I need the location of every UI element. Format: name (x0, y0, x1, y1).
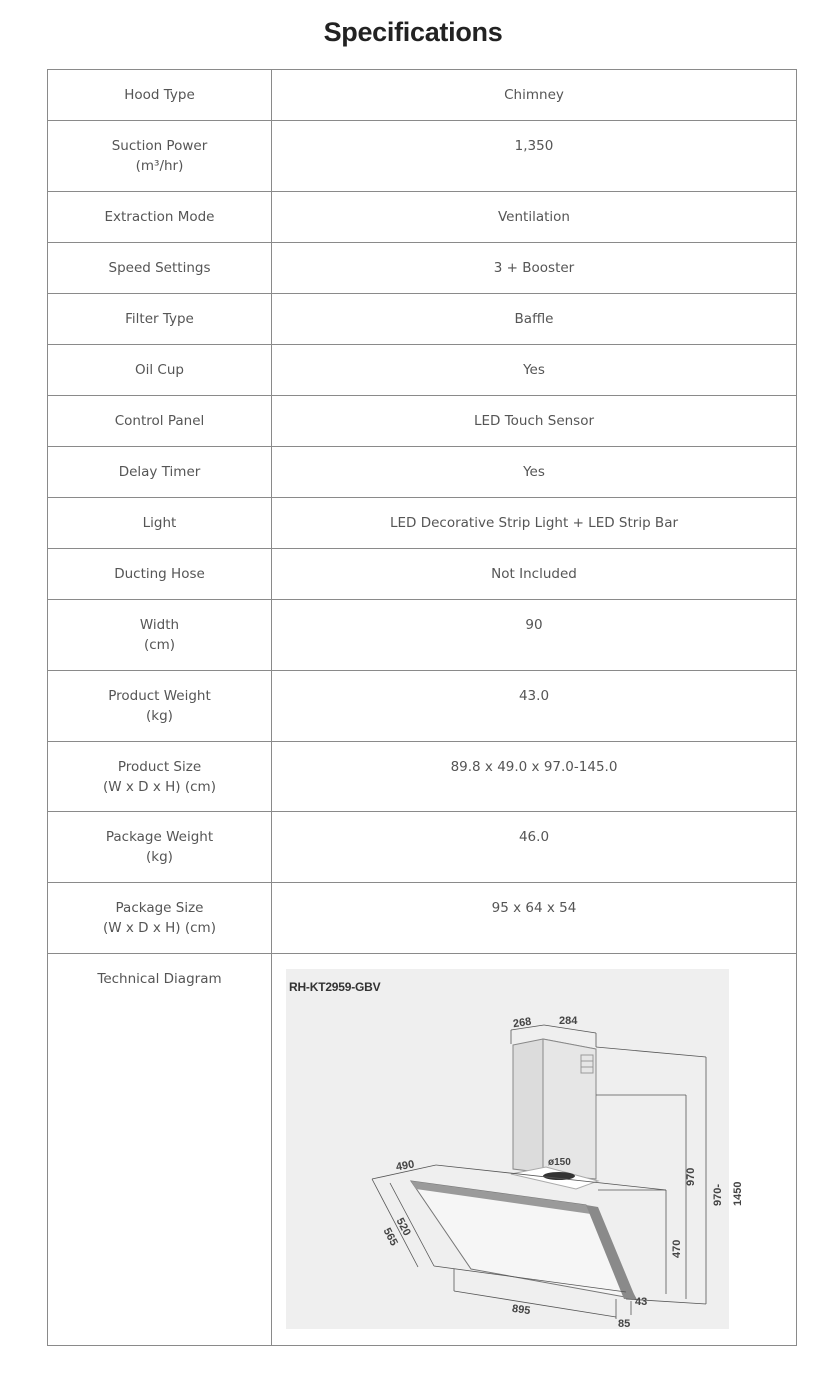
table-row (48, 600, 797, 671)
table-row (48, 121, 797, 192)
spec-value: Not Included (491, 566, 577, 582)
spec-label: Delay Timer (118, 464, 201, 480)
dim-85: 85 (618, 1318, 631, 1330)
spec-value: 43.0 (518, 688, 550, 704)
spec-value: LED Touch Sensor (473, 413, 595, 429)
table-row (48, 549, 797, 600)
table-row (48, 243, 797, 294)
spec-label: Extraction Mode (104, 209, 215, 225)
spec-label-unit: (m³/hr) (135, 158, 184, 174)
spec-value: Chimney (504, 87, 564, 103)
spec-label-unit: (kg) (146, 849, 173, 865)
spec-value: Ventilation (498, 209, 570, 225)
dim-150: ø150 (548, 1157, 571, 1168)
dim-268: 268 (512, 1015, 533, 1031)
spec-value: Yes (523, 362, 545, 378)
spec-label: Filter Type (125, 311, 194, 327)
table-row (48, 671, 797, 742)
spec-value: 95 x 64 x 54 (491, 900, 577, 916)
spec-label: Product Weight (108, 688, 211, 704)
dim-284: 284 (559, 1015, 578, 1027)
table-row (48, 70, 797, 121)
spec-value: 90 (525, 617, 543, 633)
spec-label: Oil Cup (135, 362, 184, 378)
spec-label: Ducting Hose (114, 566, 205, 582)
duct-outlet (543, 1172, 575, 1180)
dim-520: 520 (393, 1216, 413, 1238)
spec-value: Baffle (514, 311, 554, 327)
table-row (48, 192, 797, 243)
dim-895: 895 (511, 1302, 532, 1318)
table-row (48, 954, 797, 1346)
technical-diagram (286, 969, 744, 1330)
dim-565: 565 (380, 1226, 400, 1248)
spec-value: Yes (523, 464, 545, 480)
specifications-table (47, 69, 797, 1346)
table-row (48, 812, 797, 883)
spec-label: Speed Settings (108, 260, 211, 276)
spec-label: Hood Type (124, 87, 195, 103)
dim-970-1450: 970-1450 (712, 1181, 744, 1206)
spec-label: Package Weight (105, 829, 214, 845)
spec-label: Width (139, 617, 180, 633)
table-row (48, 883, 797, 954)
spec-label: Light (142, 515, 177, 531)
table-row (48, 294, 797, 345)
spec-label-unit: (cm) (143, 637, 176, 653)
spec-label: Suction Power (111, 138, 208, 154)
table-row (48, 742, 797, 812)
table-row (48, 345, 797, 396)
dim-43: 43 (635, 1296, 648, 1308)
spec-value: 46.0 (518, 829, 550, 845)
spec-label-unit: (W x D x H) (cm) (103, 779, 216, 795)
table-row (48, 498, 797, 549)
table-row (48, 396, 797, 447)
spec-value: 3 + Booster (493, 260, 575, 276)
spec-value: 1,350 (514, 138, 554, 154)
spec-label: Control Panel (114, 413, 205, 429)
page-title: Specifications (323, 17, 503, 47)
spec-label-unit: (kg) (146, 708, 173, 724)
dim-470: 470 (671, 1239, 683, 1258)
model-name: RH-KT2959-GBV (289, 980, 381, 994)
spec-value: 89.8 x 49.0 x 97.0-145.0 (450, 759, 618, 775)
spec-label: Product Size (117, 759, 202, 775)
spec-label: Package Size (115, 900, 204, 916)
dim-970: 970 (685, 1167, 697, 1186)
dim-490: 490 (395, 1158, 416, 1174)
spec-label-unit: (W x D x H) (cm) (103, 920, 216, 936)
technical-diagram-drawing (286, 969, 729, 1329)
spec-label: Technical Diagram (97, 971, 222, 987)
spec-value: LED Decorative Strip Light + LED Strip Bar (389, 515, 679, 531)
table-row (48, 447, 797, 498)
